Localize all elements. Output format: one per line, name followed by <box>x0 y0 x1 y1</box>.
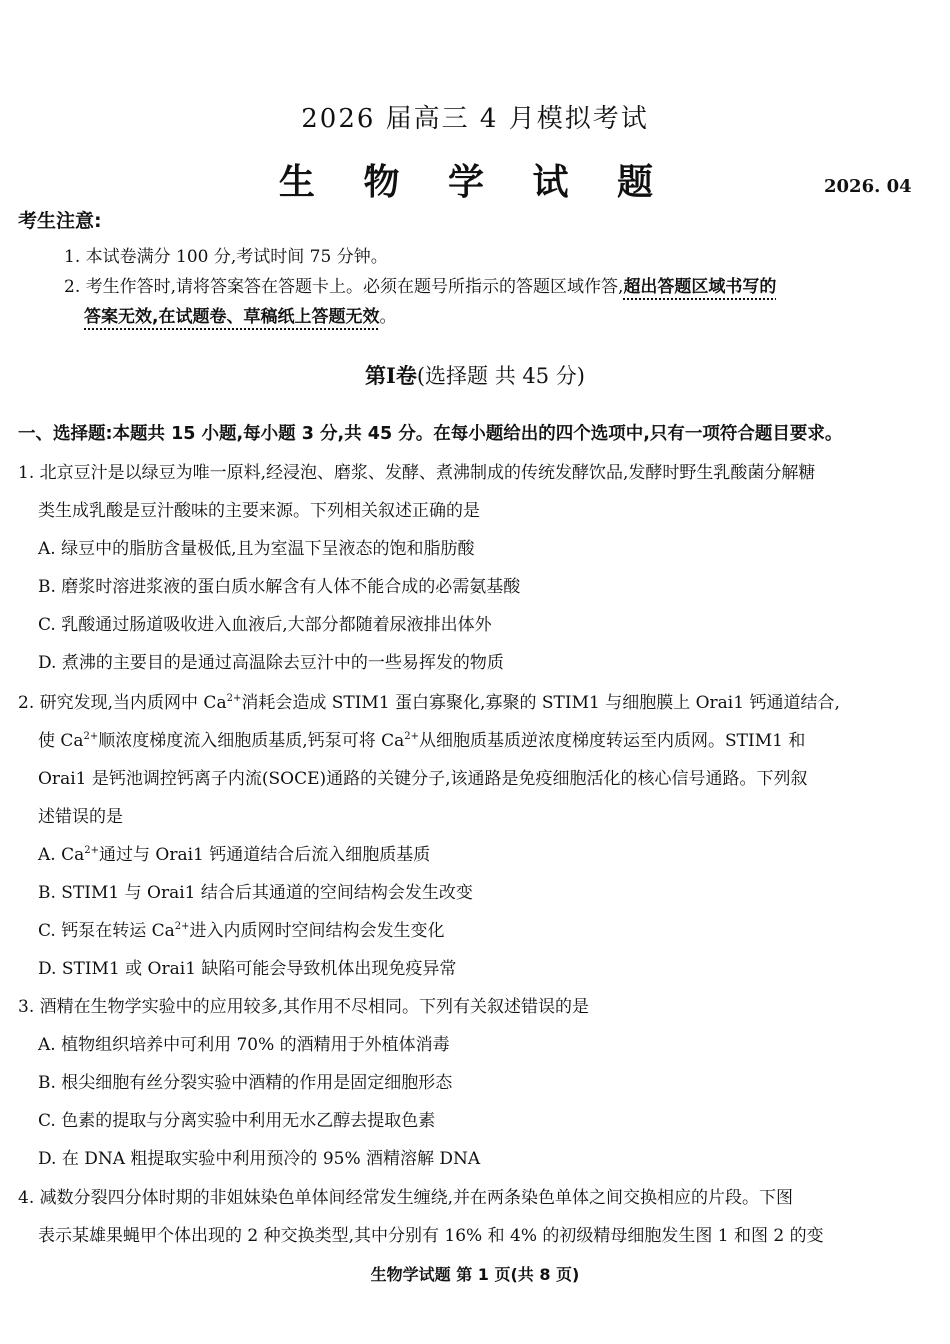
notice-item-2-line-1 <box>64 272 776 297</box>
q2-option-b: B. STIM1 与 Orai1 结合后其通道的空间结构会发生改变 <box>38 883 473 903</box>
q2-stem-line-2 <box>38 726 805 751</box>
q2-option-c-text-2: 进入内质网时空间结构会发生变化 <box>189 921 445 941</box>
q2-superscript: 2+ <box>84 845 99 856</box>
q1-option-c: C. 乳酸通过肠道吸收进入血液后,大部分都随着尿液排出体外 <box>38 615 492 635</box>
q2-stem-line-3: Orai1 是钙池调控钙离子内流(SOCE)通路的关键分子,该通路是免疫细胞活化的核心信号通路。下列叙 <box>38 769 808 789</box>
notice-item-2-end: 。 <box>379 307 397 327</box>
q3-stem: 3. 酒精在生物学实验中的应用较多,其作用不尽相同。下列有关叙述错误的是 <box>18 997 590 1017</box>
q1-option-b: B. 磨浆时溶进浆液的蛋白质水解含有人体不能合成的必需氨基酸 <box>38 577 521 597</box>
q3-option-a: A. 植物组织培养中可利用 70% 的酒精用于外植体消毒 <box>38 1035 450 1055</box>
exam-title: 2026 届高三 4 月模拟考试 <box>301 104 649 134</box>
q2-option-a-text-1: A. Ca <box>38 845 85 865</box>
q4-stem-line-1: 4. 减数分裂四分体时期的非姐妹染色单体间经常发生缠绕,并在两条染色单体之间交换相应的片段。下图 <box>18 1188 794 1208</box>
q2-stem-line-4: 述错误的是 <box>38 807 123 827</box>
q2-text-1a: 2. 研究发现,当内质网中 Ca <box>18 693 227 713</box>
notice-emphasis-2: 答案无效,在试题卷、草稿纸上答题无效 <box>84 307 380 327</box>
volume-label: 第Ⅰ卷 <box>365 363 417 388</box>
q3-option-c: C. 色素的提取与分离实验中利用无水乙醇去提取色素 <box>38 1111 436 1131</box>
q2-superscript: 2+ <box>404 731 419 742</box>
q2-option-a <box>38 840 430 865</box>
notice-heading: 考生注意: <box>18 210 102 232</box>
q2-option-c <box>38 916 445 941</box>
q3-option-b: B. 根尖细胞有丝分裂实验中酒精的作用是固定细胞形态 <box>38 1073 453 1093</box>
q2-superscript: 2+ <box>226 693 242 704</box>
q2-text-2b: 顺浓度梯度流入细胞质基质,钙泵可将 Ca <box>98 731 405 751</box>
q4-stem-line-2: 表示某雄果蝇甲个体出现的 2 种交换类型,其中分别有 16% 和 4% 的初级精母细胞发生图 1 和图 2 的变 <box>38 1226 824 1246</box>
q1-stem-line-1: 1. 北京豆汁是以绿豆为唯一原料,经浸泡、磨浆、发酵、煮沸制成的传统发酵饮品,发酵时野生乳酸菌分解糖 <box>18 463 816 483</box>
exam-date: 2026. 04 <box>824 176 912 197</box>
q2-stem-line-1 <box>18 688 840 713</box>
q2-superscript: 2+ <box>83 731 99 742</box>
q2-text-2a: 使 Ca <box>38 731 84 751</box>
q2-option-c-text-1: C. 钙泵在转运 Ca <box>38 921 175 941</box>
q2-option-d: D. STIM1 或 Orai1 缺陷可能会导致机体出现免疫异常 <box>38 959 457 979</box>
q1-option-a: A. 绿豆中的脂肪含量极低,且为室温下呈液态的饱和脂肪酸 <box>38 539 475 559</box>
q3-option-d: D. 在 DNA 粗提取实验中利用预冷的 95% 酒精溶解 DNA <box>38 1149 481 1169</box>
volume-detail: (选择题 共 45 分) <box>416 364 585 388</box>
subject-title: 生 物 学 试 题 <box>278 162 672 203</box>
q1-option-d: D. 煮沸的主要目的是通过高温除去豆汁中的一些易挥发的物质 <box>38 653 504 673</box>
q1-stem-line-2: 类生成乳酸是豆汁酸味的主要来源。下列相关叙述正确的是 <box>38 501 480 521</box>
section-heading: 一、选择题:本题共 15 小题,每小题 3 分,共 45 分。在每小题给出的四个选项中,只有一项符合题目要求。 <box>18 424 843 444</box>
q2-superscript: 2+ <box>174 921 190 932</box>
q2-option-a-text-2: 通过与 Orai1 钙通道结合后流入细胞质基质 <box>98 845 431 865</box>
notice-item-2-line-2 <box>84 302 396 327</box>
page-footer: 生物学试题 第 1 页(共 8 页) <box>370 1265 580 1284</box>
notice-item-2-text: 2. 考生作答时,请将答案答在答题卡上。必须在题号所指示的答题区域作答, <box>64 277 624 297</box>
q2-text-2c: 从细胞质基质逆浓度梯度转运至内质网。STIM1 和 <box>419 731 806 751</box>
volume-heading <box>0 360 950 390</box>
notice-emphasis-1: 超出答题区域书写的 <box>623 277 777 297</box>
q2-text-1b: 消耗会造成 STIM1 蛋白寡聚化,寡聚的 STIM1 与细胞膜上 Orai1 钙通道结合, <box>241 693 840 713</box>
notice-item-1: 1. 本试卷满分 100 分,考试时间 75 分钟。 <box>64 247 388 267</box>
